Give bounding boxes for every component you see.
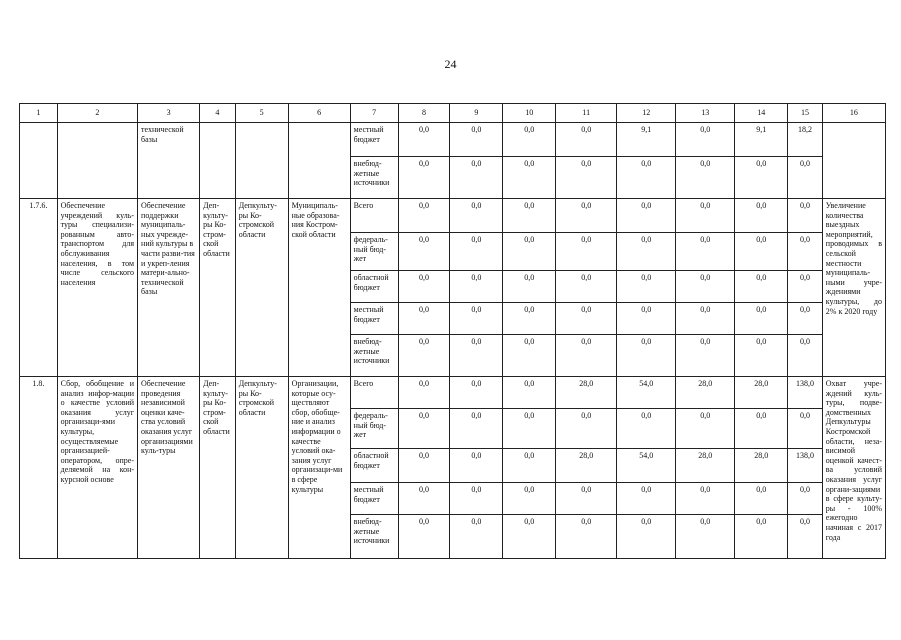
value-cell: 0,0 — [450, 157, 503, 199]
value-cell: 0,0 — [788, 335, 823, 377]
value-cell: 0,0 — [735, 233, 788, 271]
value-cell: 0,0 — [450, 515, 503, 559]
table-row — [20, 199, 886, 233]
header-cell: 16 — [822, 104, 885, 123]
participants-cell — [288, 123, 350, 199]
name-cell: Обеспечение учреждений куль-туры специализи-рованным авто-транспортом для обслуживания населения, в том числе сельского населения — [57, 199, 137, 377]
value-cell: 54,0 — [617, 377, 676, 409]
value-cell: 0,0 — [503, 515, 556, 559]
value-cell: 0,0 — [503, 483, 556, 515]
name-cell — [57, 123, 137, 199]
value-cell: 0,0 — [503, 335, 556, 377]
value-cell: 0,0 — [735, 335, 788, 377]
value-cell: 9,1 — [617, 123, 676, 157]
value-cell: 0,0 — [735, 157, 788, 199]
value-cell: 0,0 — [676, 303, 735, 335]
value-cell: 0,0 — [398, 199, 450, 233]
header-cell: 2 — [57, 104, 137, 123]
page-number: 24 — [444, 57, 457, 71]
executor-cell: Депкульту-ры Ко-стромской области — [235, 199, 288, 377]
value-cell: 0,0 — [735, 409, 788, 449]
value-cell: 0,0 — [398, 335, 450, 377]
header-row — [20, 104, 886, 123]
value-cell: 0,0 — [503, 123, 556, 157]
value-cell: 0,0 — [788, 515, 823, 559]
value-cell: 0,0 — [788, 199, 823, 233]
source-cell: областной бюджет — [350, 449, 398, 483]
value-cell: 0,0 — [450, 335, 503, 377]
source-cell: местный бюджет — [350, 123, 398, 157]
value-cell: 0,0 — [617, 303, 676, 335]
value-cell: 0,0 — [503, 271, 556, 303]
source-cell: федераль-ный бюд-жет — [350, 233, 398, 271]
value-cell: 0,0 — [788, 483, 823, 515]
value-cell: 0,0 — [398, 377, 450, 409]
participants-cell: Организации, которые осу-ществляют сбор, обобще-ние и анализ информации о качестве условий ока-зания услуг организаци-ми в сфере культуры — [288, 377, 350, 559]
source-cell: внебюд-жетные источники — [350, 335, 398, 377]
value-cell: 0,0 — [398, 409, 450, 449]
value-cell: 0,0 — [617, 233, 676, 271]
value-cell: 0,0 — [617, 515, 676, 559]
value-cell: 0,0 — [398, 157, 450, 199]
value-cell: 0,0 — [617, 335, 676, 377]
header-cell: 15 — [788, 104, 823, 123]
task-cell: Обеспечение проведения независимой оценки каче-ства условий оказания услуг организациями куль-туры — [138, 377, 200, 559]
value-cell: 0,0 — [556, 123, 617, 157]
code-cell — [20, 123, 58, 199]
responsible-cell — [200, 123, 236, 199]
value-cell: 0,0 — [450, 409, 503, 449]
source-cell: внебюд-жетные источники — [350, 157, 398, 199]
value-cell: 0,0 — [503, 303, 556, 335]
value-cell: 0,0 — [676, 123, 735, 157]
value-cell: 0,0 — [450, 483, 503, 515]
value-cell: 0,0 — [556, 157, 617, 199]
header-cell: 8 — [398, 104, 450, 123]
header-cell: 14 — [735, 104, 788, 123]
value-cell: 0,0 — [676, 199, 735, 233]
value-cell: 0,0 — [398, 449, 450, 483]
header-cell: 1 — [20, 104, 58, 123]
value-cell: 0,0 — [503, 199, 556, 233]
value-cell: 0,0 — [556, 335, 617, 377]
source-cell: Всего — [350, 199, 398, 233]
value-cell: 0,0 — [398, 303, 450, 335]
header-cell: 11 — [556, 104, 617, 123]
value-cell: 0,0 — [450, 449, 503, 483]
value-cell: 0,0 — [556, 199, 617, 233]
value-cell: 0,0 — [503, 449, 556, 483]
value-cell: 0,0 — [450, 377, 503, 409]
value-cell: 0,0 — [676, 409, 735, 449]
responsible-cell: Деп-культу-ры Ко-стром-ской области — [200, 199, 236, 377]
result-cell: Охват учре-ждений куль-туры, подве-домственных Депкультуры Костромской области, неза-висимой оценкой качест-ва условий оказания услуг органи-зациями в сфере культу-ры - 100% ежегодно начиная с 2017 года — [822, 377, 885, 559]
code-cell: 1.7.6. — [20, 199, 58, 377]
source-cell: Всего — [350, 377, 398, 409]
participants-cell: Муниципаль-ные образова-ния Костром-ской области — [288, 199, 350, 377]
value-cell: 28,0 — [556, 377, 617, 409]
header-cell: 6 — [288, 104, 350, 123]
source-cell: федераль-ный бюд-жет — [350, 409, 398, 449]
value-cell: 18,2 — [788, 123, 823, 157]
name-cell: Сбор, обобщение и анализ инфор-мации о качестве условий оказания услуг организаци-ями культуры, осуществляемые организацией-оператором, опре-деляемой на кон-курсной основе — [57, 377, 137, 559]
header-cell: 4 — [200, 104, 236, 123]
value-cell: 0,0 — [676, 157, 735, 199]
value-cell: 0,0 — [617, 271, 676, 303]
value-cell: 0,0 — [617, 157, 676, 199]
header-cell: 13 — [676, 104, 735, 123]
value-cell: 0,0 — [735, 303, 788, 335]
source-cell: областной бюджет — [350, 271, 398, 303]
header-cell: 12 — [617, 104, 676, 123]
value-cell: 0,0 — [450, 271, 503, 303]
source-cell: местный бюджет — [350, 303, 398, 335]
value-cell: 0,0 — [735, 271, 788, 303]
responsible-cell: Деп-культу-ры Ко-стром-ской области — [200, 377, 236, 559]
header-cell: 7 — [350, 104, 398, 123]
source-cell: местный бюджет — [350, 483, 398, 515]
value-cell: 0,0 — [450, 303, 503, 335]
value-cell: 0,0 — [788, 271, 823, 303]
value-cell: 9,1 — [735, 123, 788, 157]
header-cell: 10 — [503, 104, 556, 123]
value-cell: 0,0 — [398, 233, 450, 271]
value-cell: 0,0 — [617, 199, 676, 233]
result-cell: Увеличение количества выездных мероприятий, проводимых в сельской местности муниципаль-ными учре-ждениями культуры, до 2% к 2020 году — [822, 199, 885, 377]
value-cell: 0,0 — [398, 515, 450, 559]
table-row — [20, 377, 886, 409]
value-cell: 138,0 — [788, 449, 823, 483]
value-cell: 0,0 — [676, 271, 735, 303]
value-cell: 0,0 — [617, 409, 676, 449]
value-cell: 0,0 — [735, 483, 788, 515]
value-cell: 0,0 — [398, 271, 450, 303]
value-cell: 0,0 — [676, 483, 735, 515]
task-cell: Обеспечение поддержки муниципаль-ных учрежде-ний культуры в части разви-тия и укреп-ления матери-ально-технической базы — [138, 199, 200, 377]
value-cell: 0,0 — [788, 409, 823, 449]
budget-table — [19, 103, 886, 559]
value-cell: 0,0 — [676, 515, 735, 559]
value-cell: 0,0 — [503, 157, 556, 199]
value-cell: 0,0 — [450, 123, 503, 157]
value-cell: 0,0 — [735, 199, 788, 233]
value-cell: 0,0 — [556, 233, 617, 271]
value-cell: 28,0 — [735, 449, 788, 483]
code-cell: 1.8. — [20, 377, 58, 559]
value-cell: 0,0 — [450, 233, 503, 271]
value-cell: 0,0 — [676, 335, 735, 377]
task-cell: технической базы — [138, 123, 200, 199]
value-cell: 0,0 — [556, 271, 617, 303]
value-cell: 28,0 — [676, 449, 735, 483]
value-cell: 54,0 — [617, 449, 676, 483]
value-cell: 0,0 — [788, 233, 823, 271]
value-cell: 0,0 — [617, 483, 676, 515]
header-cell: 3 — [138, 104, 200, 123]
executor-cell: Депкульту-ры Ко-стромской области — [235, 377, 288, 559]
value-cell: 28,0 — [556, 449, 617, 483]
value-cell: 0,0 — [788, 303, 823, 335]
table-row — [20, 123, 886, 157]
executor-cell — [235, 123, 288, 199]
value-cell: 138,0 — [788, 377, 823, 409]
header-cell: 9 — [450, 104, 503, 123]
value-cell: 0,0 — [556, 409, 617, 449]
value-cell: 0,0 — [676, 233, 735, 271]
value-cell: 0,0 — [450, 199, 503, 233]
value-cell: 0,0 — [503, 377, 556, 409]
value-cell: 0,0 — [556, 303, 617, 335]
result-cell — [822, 123, 885, 199]
header-cell: 5 — [235, 104, 288, 123]
value-cell: 0,0 — [735, 515, 788, 559]
source-cell: внебюд-жетные источники — [350, 515, 398, 559]
value-cell: 0,0 — [556, 515, 617, 559]
value-cell: 28,0 — [735, 377, 788, 409]
value-cell: 28,0 — [676, 377, 735, 409]
value-cell: 0,0 — [398, 123, 450, 157]
value-cell: 0,0 — [398, 483, 450, 515]
value-cell: 0,0 — [556, 483, 617, 515]
value-cell: 0,0 — [788, 157, 823, 199]
value-cell: 0,0 — [503, 409, 556, 449]
value-cell: 0,0 — [503, 233, 556, 271]
